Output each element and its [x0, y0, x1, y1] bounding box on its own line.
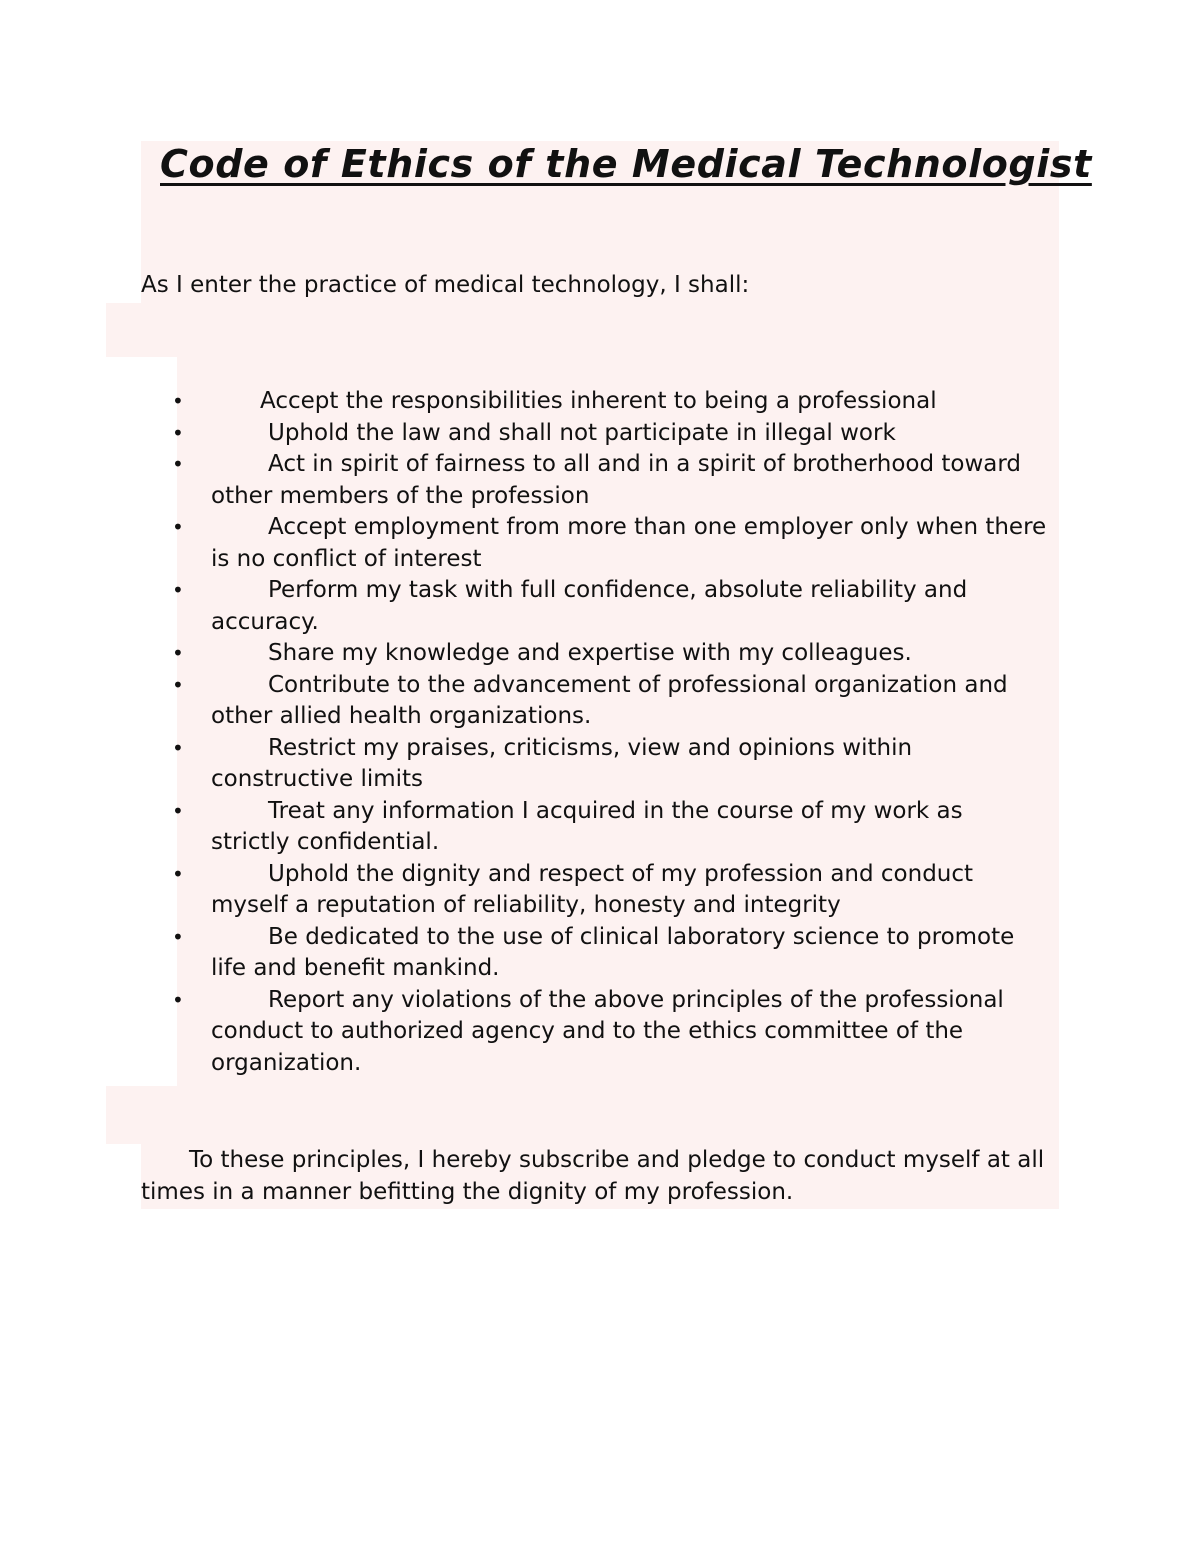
- bullet-icon: •: [172, 420, 184, 445]
- bullet-icon: •: [172, 735, 184, 760]
- principles-list: [168, 386, 1048, 1079]
- bullet-icon: •: [172, 924, 184, 949]
- list-item: [168, 418, 1048, 450]
- list-item: [168, 512, 1048, 575]
- bullet-icon: •: [172, 798, 184, 823]
- principle-text: Be dedicated to the use of clinical laboratory science to promote life and benefit mankind.: [211, 923, 1015, 981]
- principle-text: Act in spirit of fairness to all and in a spirit of brotherhood toward other members of the profession: [211, 451, 1022, 509]
- principle-text: Treat any information I acquired in the course of my work as strictly confidential.: [211, 797, 963, 855]
- list-item: [168, 575, 1048, 638]
- list-item: [168, 670, 1048, 733]
- bullet-icon: •: [172, 452, 184, 476]
- list-item: [168, 859, 1048, 922]
- bullet-icon: •: [172, 515, 184, 539]
- principle-text: Perform my task with full confidence, absolute reliability and accuracy.: [211, 577, 968, 635]
- bullet-icon: •: [172, 389, 184, 413]
- bullet-icon: •: [172, 641, 184, 665]
- list-item: [168, 386, 1048, 418]
- list-item: [168, 796, 1048, 859]
- principle-text: Share my knowledge and expertise with my colleagues.: [268, 640, 912, 666]
- list-item: [168, 449, 1048, 512]
- principle-text: Uphold the dignity and respect of my profession and conduct myself a reputation of reliability, honesty and integrity: [211, 860, 974, 918]
- principle-text: Contribute to the advancement of professional organization and other allied health organizations.: [211, 671, 1008, 729]
- bullet-icon: •: [172, 987, 184, 1012]
- principle-text: Report any violations of the above principles of the professional conduct to authorized agency and to the ethics committee of the organization.: [211, 986, 1004, 1076]
- list-item: [168, 985, 1048, 1080]
- closing-pledge: To these principles, I hereby subscribe and pledge to conduct myself at all times in a manner befitting the dignity of my profession.: [141, 1147, 1045, 1205]
- principle-text: Accept employment from more than one employer only when there is no conflict of interest: [211, 514, 1047, 572]
- list-item: [168, 733, 1048, 796]
- principle-text: Accept the responsibilities inherent to being a professional: [260, 388, 937, 414]
- highlight-tab-top: [106, 303, 146, 357]
- intro-statement: As I enter the practice of medical technology, I shall:: [141, 272, 750, 298]
- bullet-icon: •: [172, 861, 184, 886]
- principle-text: Uphold the law and shall not participate in illegal work: [268, 419, 896, 446]
- document-title: Code of Ethics of the Medical Technologist: [160, 142, 1092, 186]
- principle-text: Restrict my praises, criticisms, view and opinions within constructive limits: [211, 734, 913, 792]
- list-item: [168, 922, 1048, 985]
- list-item: [168, 638, 1048, 670]
- bullet-icon: •: [172, 672, 184, 697]
- bullet-icon: •: [172, 578, 184, 602]
- highlight-tab-bottom: [106, 1086, 146, 1144]
